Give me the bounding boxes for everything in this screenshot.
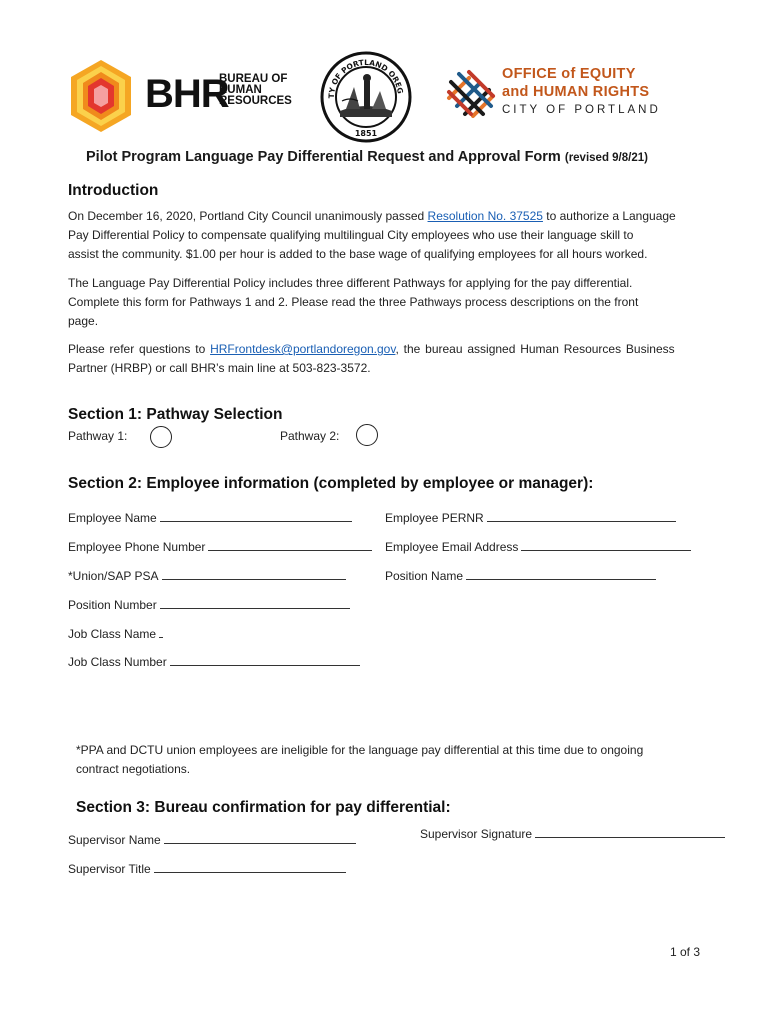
union-psa-input[interactable] [162, 568, 346, 580]
section2-heading: Section 2: Employee information (completed by employee or manager): [68, 475, 594, 492]
bhr-line2: HUMAN [219, 84, 262, 96]
job-class-number-input[interactable] [170, 654, 360, 666]
employee-email-field: Employee Email Address [385, 539, 691, 554]
pathway1-radio[interactable] [150, 426, 172, 448]
pathway2-label: Pathway 2: [280, 429, 340, 443]
intro-heading: Introduction [68, 182, 159, 199]
page-number: 1 of 3 [670, 945, 701, 959]
employee-pernr-field: Employee PERNR [385, 510, 676, 525]
position-number-input[interactable] [160, 597, 350, 609]
section1-heading: Section 1: Pathway Selection [68, 406, 283, 423]
seal-text: TY OF PORTLAND OREG [326, 57, 405, 99]
pathway2-radio[interactable] [356, 424, 378, 446]
intro-paragraph-1: On December 16, 2020, Portland City Council unanimously passed Resolution No. 37525 to authorize a Language Pay Differential Policy to compensate qualifying multilingual City employees who use their language skill to assist the community. $1.00 per hour is added to the base wage of qualifying employees for all hours worked. [68, 209, 676, 261]
section3-heading: Section 3: Bureau confirmation for pay differential: [76, 799, 451, 816]
bhr-emblem-icon [66, 58, 136, 134]
intro-paragraph-2: The Language Pay Differential Policy includes three different Pathways for applying for the pay differential. Complete this form for Pathways 1 and 2. Please read the three Pathways process descriptions on the front page. [68, 276, 639, 328]
position-name-input[interactable] [466, 568, 656, 580]
employee-phone-input[interactable] [208, 539, 372, 551]
employee-name-input[interactable] [160, 510, 352, 522]
hr-frontdesk-email-link[interactable]: HRFrontdesk@portlandoregon.gov [210, 342, 396, 356]
bhr-logo [66, 58, 292, 134]
position-number-field: Position Number [68, 597, 350, 612]
union-psa-field: *Union/SAP PSA [68, 568, 346, 583]
position-name-field: Position Name [385, 568, 656, 583]
supervisor-signature-field: Supervisor Signature [420, 826, 725, 841]
job-class-name-input[interactable] [159, 626, 163, 638]
bhr-acronym: BHR [145, 72, 229, 116]
supervisor-signature-input[interactable] [535, 826, 725, 838]
oehr-logo [445, 66, 695, 122]
union-footnote: *PPA and DCTU union employees are ineligible for the language pay differential at this time due to ongoing contract negotiations. [76, 743, 644, 776]
intro-paragraph-3: Please refer questions to HRFrontdesk@portlandoregon.gov, the bureau assigned Human Resources Business Partner (HRBP) or call BHR’s main line at 503-823-3572. [68, 342, 675, 375]
bhr-line1: BUREAU OF [219, 73, 288, 85]
pathway1-label: Pathway 1: [68, 429, 128, 443]
employee-pernr-input[interactable] [487, 510, 676, 522]
form-revision: (revised 9/8/21) [564, 152, 648, 164]
job-class-name-field: Job Class Name [68, 626, 163, 641]
supervisor-name-input[interactable] [164, 832, 356, 844]
employee-phone-field: Employee Phone Number [68, 539, 372, 554]
oehr-line1: OFFICE of EQUITY [502, 66, 636, 82]
employee-name-field: Employee Name [68, 510, 352, 525]
oehr-line2: and HUMAN RIGHTS [502, 84, 650, 100]
form-title [86, 149, 648, 165]
supervisor-title-field: Supervisor Title [68, 861, 346, 876]
seal-year: 1851 [354, 129, 378, 138]
bhr-line3: RESOURCES [219, 95, 292, 107]
resolution-link[interactable]: Resolution No. 37525 [427, 209, 543, 223]
woven-lattice-icon [445, 68, 497, 120]
job-class-number-field: Job Class Number [68, 654, 360, 669]
supervisor-name-field: Supervisor Name [68, 832, 356, 847]
oehr-line3: CITY OF PORTLAND [502, 104, 661, 116]
employee-email-input[interactable] [521, 539, 691, 551]
supervisor-title-input[interactable] [154, 861, 346, 873]
form-title-text: Pilot Program Language Pay Differential Request and Approval Form [86, 149, 561, 165]
city-seal [320, 51, 412, 143]
